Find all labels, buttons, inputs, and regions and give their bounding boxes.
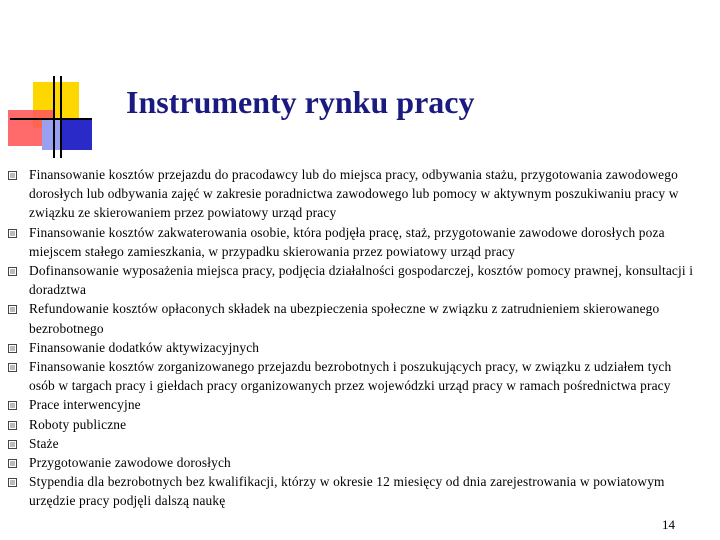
list-item (8, 453, 698, 472)
square-bullet-icon (8, 344, 17, 353)
list-item (8, 415, 698, 434)
list-item (8, 299, 698, 337)
list-item-text: Roboty publiczne (29, 416, 127, 432)
list-item-text: Finansowanie dodatków aktywizacyjnych (29, 339, 260, 355)
list-item (8, 338, 698, 357)
bullet-list (8, 165, 698, 511)
vertical-line (53, 76, 55, 158)
list-item-text: Refundowanie kosztów opłaconych składek na ubezpieczenia społeczne w związku z zatrudnieniem skierowanego bezrobotnego (29, 301, 660, 336)
square-bullet-icon (8, 171, 17, 180)
list-item-text: Staże (29, 435, 59, 451)
horizontal-line (10, 118, 92, 120)
list-item (8, 395, 698, 414)
list-item (8, 165, 698, 223)
list-item (8, 434, 698, 453)
square-bullet-icon (8, 459, 17, 468)
square-bullet-icon (8, 478, 17, 487)
list-item-text: Stypendia dla bezrobotnych bez kwalifikacji, którzy w okresie 12 miesięcy od dnia zarejestrowania w powiatowym urzędzie pracy podjęli dalszą naukę (29, 474, 665, 509)
square-bullet-icon (8, 305, 17, 314)
list-item (8, 357, 698, 395)
list-item-text: Finansowanie kosztów zorganizowanego przejazdu bezrobotnych i poszukujących pracy, w związku z udziałem tych osób w targach pracy i giełdach pracy organizowanych przez wojewódzki urząd pracy w ramach pośrednictwa pracy (29, 359, 672, 394)
slide-title: Instrumenty rynku pracy (126, 84, 475, 120)
blue-square-shape (60, 118, 92, 150)
list-item-text: Finansowanie kosztów przejazdu do pracodawcy lub do miejsca pracy, odbywania stażu, przygotowania zawodowego dorosłych lub odbywania zajęć w zakresie poradnictwa zawodowego lub pomocy w aktywnym poszukiwaniu pracy w związku ze skierowaniem przez powiatowy urząd pracy (29, 167, 679, 221)
vertical-line (60, 76, 62, 158)
list-item (8, 261, 698, 299)
square-bullet-icon (8, 401, 17, 410)
square-bullet-icon (8, 440, 17, 449)
square-bullet-icon (8, 229, 17, 238)
list-item-text: Finansowanie kosztów zakwaterowania osobie, która podjęła pracę, staż, przygotowanie zawodowe dorosłych poza miejscem stałego zamieszkania, w przypadku skierowania przez powiatowy urząd pracy (29, 224, 665, 259)
square-bullet-icon (8, 267, 17, 276)
decorative-squares-graphic (0, 0, 110, 170)
list-item-text: Prace interwencyjne (29, 397, 141, 413)
light-blue-square-shape (42, 118, 62, 150)
square-bullet-icon (8, 363, 17, 372)
list-item-text: Przygotowanie zawodowe dorosłych (29, 455, 231, 471)
page-number: 14 (662, 517, 675, 532)
list-item-text: Dofinansowanie wyposażenia miejsca pracy, podjęcia działalności gospodarczej, kosztów pomocy prawnej, konsultacji i doradztwa (29, 263, 694, 298)
list-item (8, 472, 698, 510)
square-bullet-icon (8, 421, 17, 430)
list-item (8, 223, 698, 261)
